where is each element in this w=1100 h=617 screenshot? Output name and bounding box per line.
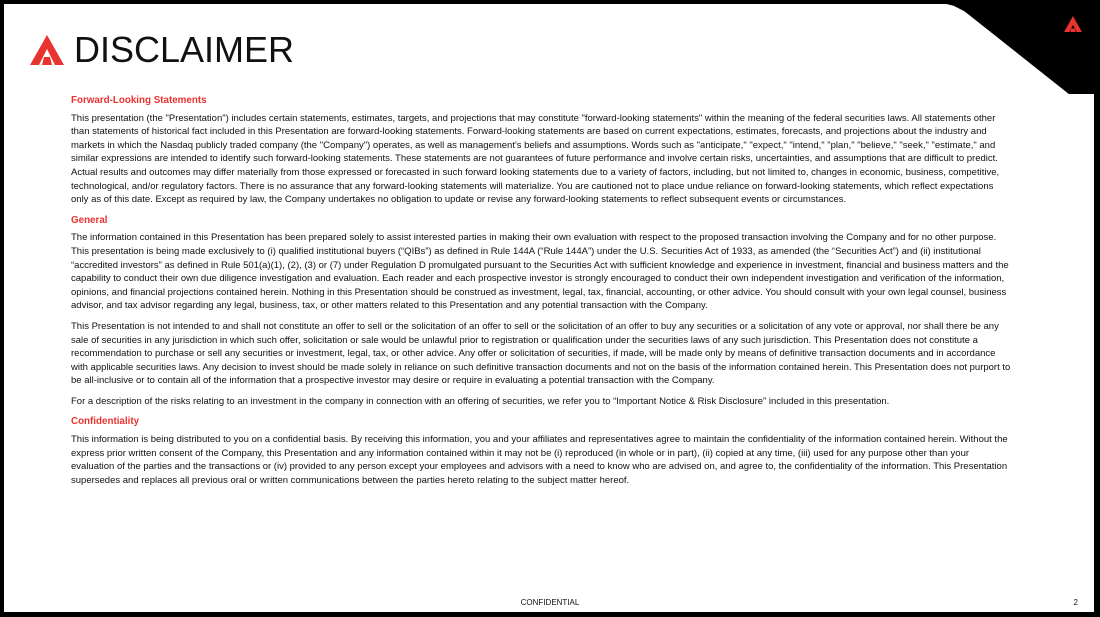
page-title: DISCLAIMER: [74, 29, 295, 70]
confidential-label: CONFIDENTIAL: [520, 598, 580, 607]
red-triangle-logo-icon: [30, 35, 64, 65]
paragraph: The information contained in this Presentation has been prepared solely to assist interested parties in making their own evaluation with respect to the proposed transaction involving the Company and for no other purpose. This presentation is being made exclusively to (i) qualified institutional buyers (“QIBs”) as defined in Rule 144A (“Rule 144A”) under the U.S. Securities Act of 1933, as amended (the “Securities Act”) and (ii) institutional “accredited investors” as defined in Rule 501(a)(1), (2), (3) or (7) under Regulation D promulgated pursuant to the Securities Act with sufficient knowledge and experience in investment, financial and business matters and the capability to conduct their own due diligence investigation and evaluation. Each reader and each prospective investor is strongly encouraged to conduct their own independent investigation and verification of the information, opinions, and financial projections contained herein. Nothing in this Presentation should be construed as investment, legal, tax, financial, accounting, or other advice. You should consult with your own legal counsel, business advisor, and tax advisor regarding any legal, business, tax, or other matters related to this Presentation and any potential transaction with the Company.: [71, 232, 1009, 312]
section-heading-confidentiality: Confidentiality: [71, 416, 140, 428]
corner-decoration: [914, 4, 1094, 94]
section-heading-forward-looking: Forward-Looking Statements: [71, 95, 207, 106]
corner-logo-icon: [1064, 16, 1082, 32]
slide-header: [30, 28, 294, 72]
paragraph: This Presentation is not intended to and shall not constitute an offer to sell or the solicitation of an offer to sell or the solicitation of an offer to buy any securities or a solicitation of any vote or approval, nor shall there be any sale of securities in any jurisdiction in which such offer, solicitation or sale would be unlawful prior to registration or qualification under the securities laws of any such jurisdiction. This Presentation does not constitute a recommendation to purchase or sell any securities or investment, legal, tax, or other advice. Any offer or solicitation of securities, if made, will be made only by means of definitive transaction documents and in accordance with applicable securities laws. Any decision to invest should be made solely in reliance on such definitive transaction documents and not on the basis of the information contained herein. This Presentation does not purport to be all-inclusive or to contain all of the information that a prospective investor may desire or require in evaluating a potential transaction with the Company.: [71, 320, 1011, 387]
paragraph: This presentation (the "Presentation") includes certain statements, estimates, targets, and projections that may constitute "forward-looking statements" within the meaning of the federal securities laws. All statements other than statements of historical fact included in this Presentation are forward-looking statements. Forward-looking statements are based on current expectations, estimates, forecasts, and projections about the industry and markets in which the Nasdaq publicly traded company (the "Company") operates, as well as management's beliefs and assumptions. Words such as "anticipate," "expect," "intend," "plan," "believe," "seek," "estimate," and similar expressions are intended to identify such forward-looking statements. These statements are not guarantees of future performance and involve certain risks, uncertainties, and assumptions that are difficult to predict. Actual results and outcomes may differ materially from those expressed or forecasted in such forward looking statements due to a variety of factors, including, but not limited to, changes in economic, business, competitive, technological, and/or regulatory factors. There is no assurance that any forward-looking statements will materialize. You are cautioned not to place undue reliance on forward-looking statements, which reflect expectations only as of this date. Except as required by law, the Company undertakes no obligation to update or revise any forward-looking statements to reflect subsequent events or circumstances.: [71, 112, 1000, 206]
paragraph: This information is being distributed to you on a confidential basis. By receiving this information, you and your affiliates and representatives agree to maintain the confidentiality of the information contained herein. Without the express prior written consent of the Company, this Presentation and any information contained within it may not be (i) reproduced (in whole or in part), (ii) copied at any time, (iii) used for any purpose other than your evaluation of the parties and the transactions or (iv) provided to any person except your employees and advisors with a need to know who are advised on, and agree to, the confidentiality of the information. This Presentation supersedes and replaces all previous oral or written communications between the parties hereto relating to the subject matter hereof.: [71, 434, 1008, 486]
slide: [4, 4, 1094, 612]
disclaimer-body: [71, 94, 1011, 494]
section-heading-general: General: [71, 214, 108, 226]
paragraph: For a description of the risks relating to an investment in the company in connection with an offering of securities, we refer you to “Important Notice & Risk Disclosure” included in this presentation.: [71, 395, 890, 407]
page-number: 2: [1073, 598, 1078, 607]
